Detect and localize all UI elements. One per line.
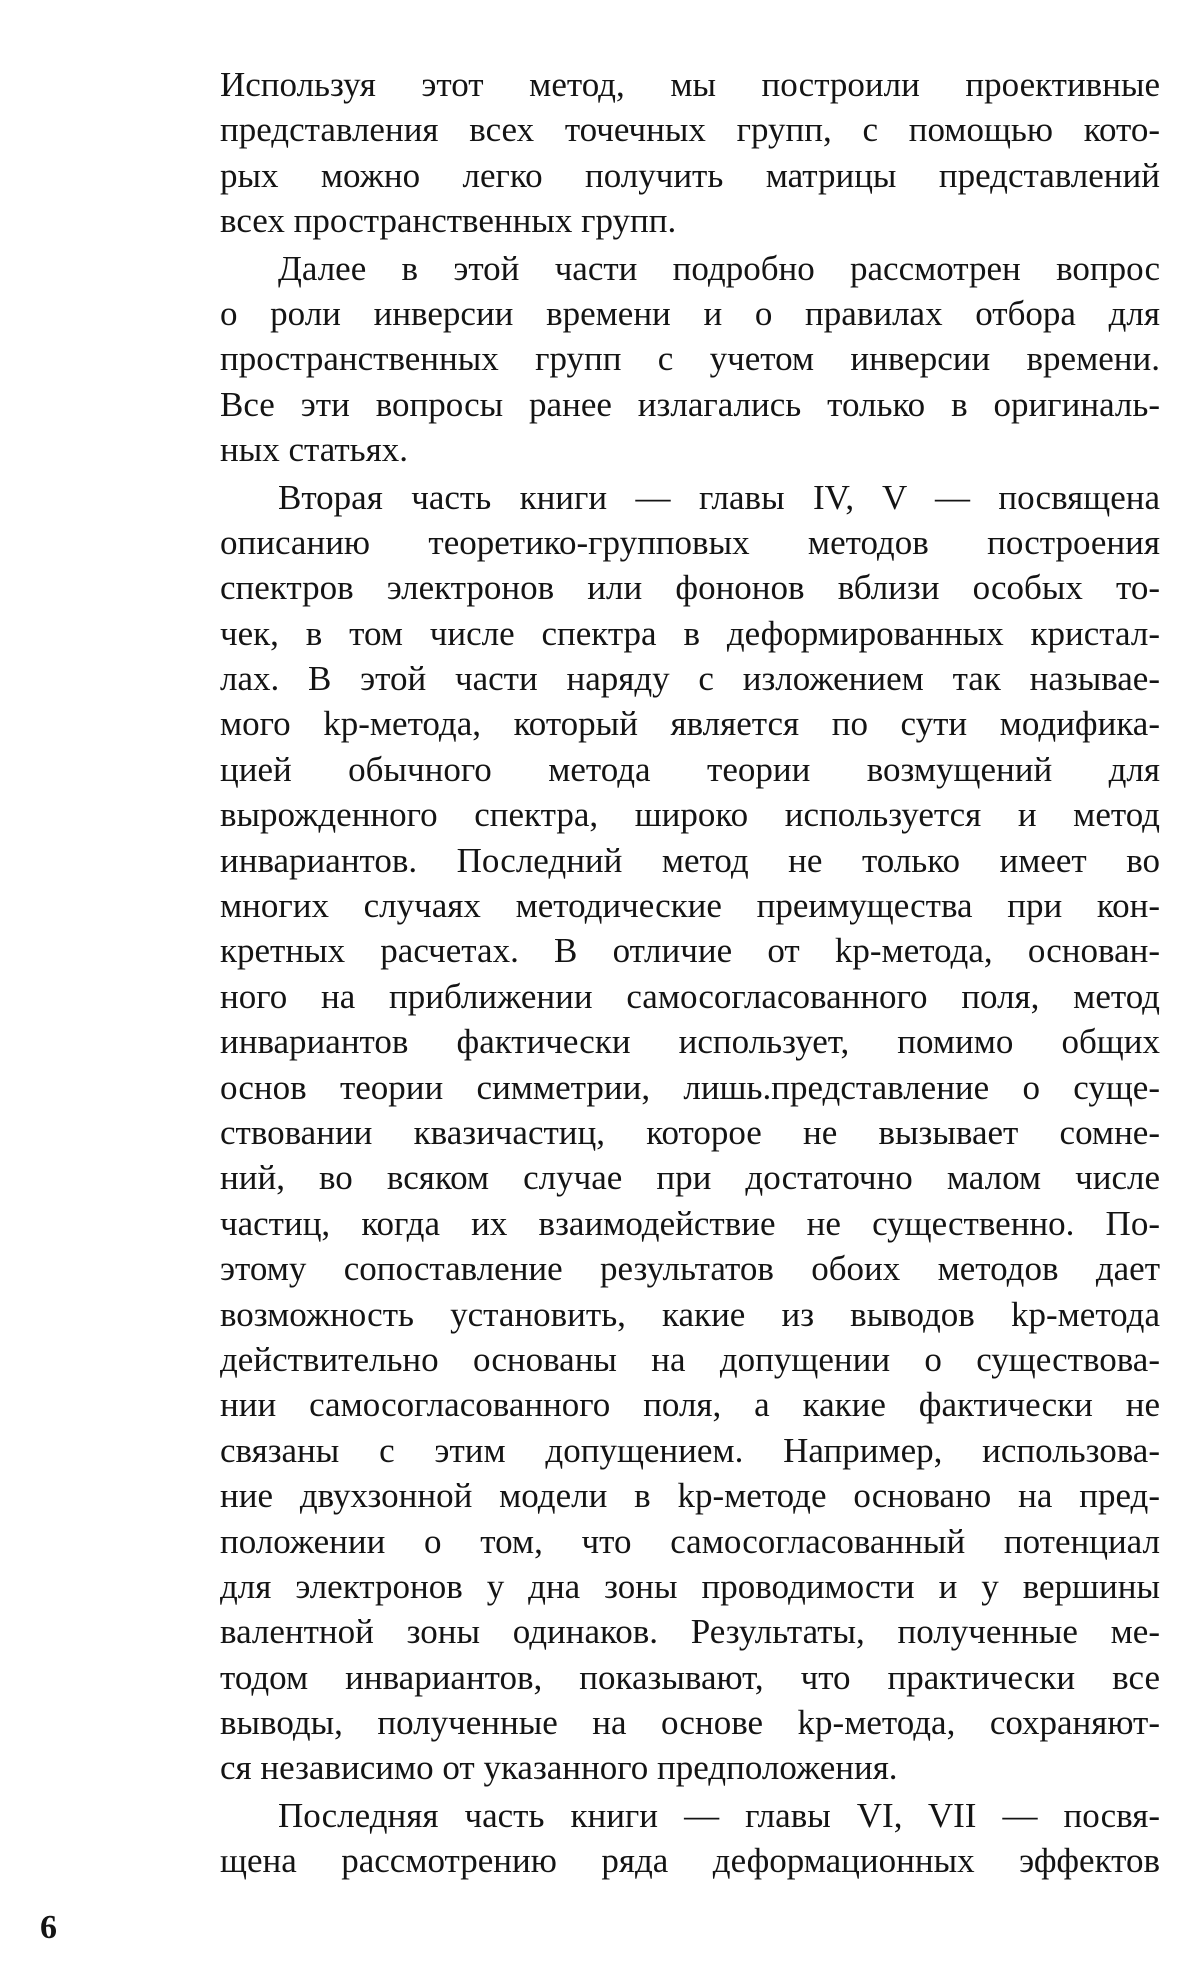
text-line: о роли инверсии времени и о правилах отбора для <box>220 293 1160 333</box>
text-line: вырожденного спектра, широко используется и метод <box>220 795 1160 835</box>
text-line: Вторая часть книги — главы IV, V — посвящена <box>278 477 1160 517</box>
text-line: Далее в этой части подробно рассмотрен вопрос <box>278 248 1160 288</box>
text-line: лах. В этой части наряду с изложением так называе- <box>220 659 1160 699</box>
text-line: мого kp-метода, который является по сути модифика- <box>220 704 1160 744</box>
text-line: Используя этот метод, мы построили проективные <box>220 65 1160 104</box>
text-line: Все эти вопросы ранее излагались только в оригиналь- <box>220 384 1160 424</box>
text-line: ных статьях. <box>220 430 408 470</box>
text-line: ний, во всяком случае при достаточно малом числе <box>220 1158 1160 1198</box>
text-line: кретных расчетах. В отличие от kp-метода, основан- <box>220 931 1160 971</box>
text-line: ние двухзонной модели в kp-методе основано на пред- <box>220 1476 1160 1516</box>
text-line: описанию теоретико-групповых методов построения <box>220 522 1160 562</box>
text-line: ствовании квазичастиц, которое не вызывает сомне- <box>220 1112 1160 1152</box>
text-line: связаны с этим допущением. Например, использова- <box>220 1430 1160 1470</box>
text-line: выводы, полученные на основе kp-метода, сохраняют- <box>220 1703 1160 1743</box>
text-line: Последняя часть книги — главы VI, VII — посвя- <box>278 1795 1160 1835</box>
text-line: инвариантов фактически использует, помимо общих <box>220 1022 1160 1062</box>
text-line: цией обычного метода теории возмущений для <box>220 749 1160 789</box>
paragraph-1 <box>220 62 1160 244</box>
text-line: нии самосогласованного поля, а какие фактически не <box>220 1385 1160 1425</box>
text-line: представления всех точечных групп, с помощью кото- <box>220 110 1160 150</box>
text-line: многих случаях методические преимущества при кон- <box>220 886 1160 926</box>
text-line: ного на приближении самосогласованного поля, метод <box>220 976 1160 1016</box>
paragraph-3 <box>220 475 1160 1791</box>
text-line: всех пространственных групп. <box>220 201 677 241</box>
text-line: валентной зоны одинаков. Результаты, полученные ме- <box>220 1612 1160 1652</box>
text-line: основ теории симметрии, лишь.представление о суще- <box>220 1067 1160 1107</box>
text-line: тодом инвариантов, показывают, что практически все <box>220 1657 1160 1697</box>
text-line: этому сопоставление результатов обоих методов дает <box>220 1249 1160 1289</box>
page-body <box>220 62 1160 1884</box>
text-line: возможность установить, какие из выводов kp-метода <box>220 1294 1160 1334</box>
text-line: чек, в том числе спектра в деформированных кристал- <box>220 613 1160 653</box>
text-line: пространственных групп с учетом инверсии времени. <box>220 339 1160 379</box>
text-line: частиц, когда их взаимодействие не существенно. По- <box>220 1203 1160 1243</box>
text-line: спектров электронов или фононов вблизи особых то- <box>220 568 1160 608</box>
paragraph-4 <box>220 1793 1160 1884</box>
paragraph-2 <box>220 246 1160 473</box>
text-line: положении о том, что самосогласованный потенциал <box>220 1521 1160 1561</box>
text-line: инвариантов. Последний метод не только имеет во <box>220 840 1160 880</box>
text-line: действительно основаны на допущении о существова- <box>220 1339 1160 1379</box>
text-line: рых можно легко получить матрицы представлений <box>220 155 1160 195</box>
text-line: ся независимо от указанного предположения. <box>220 1748 898 1788</box>
text-line: для электронов у дна зоны проводимости и у вершины <box>220 1566 1160 1606</box>
text-line: щена рассмотрению ряда деформационных эффектов <box>220 1841 1160 1881</box>
page-number: 6 <box>40 1909 57 1946</box>
